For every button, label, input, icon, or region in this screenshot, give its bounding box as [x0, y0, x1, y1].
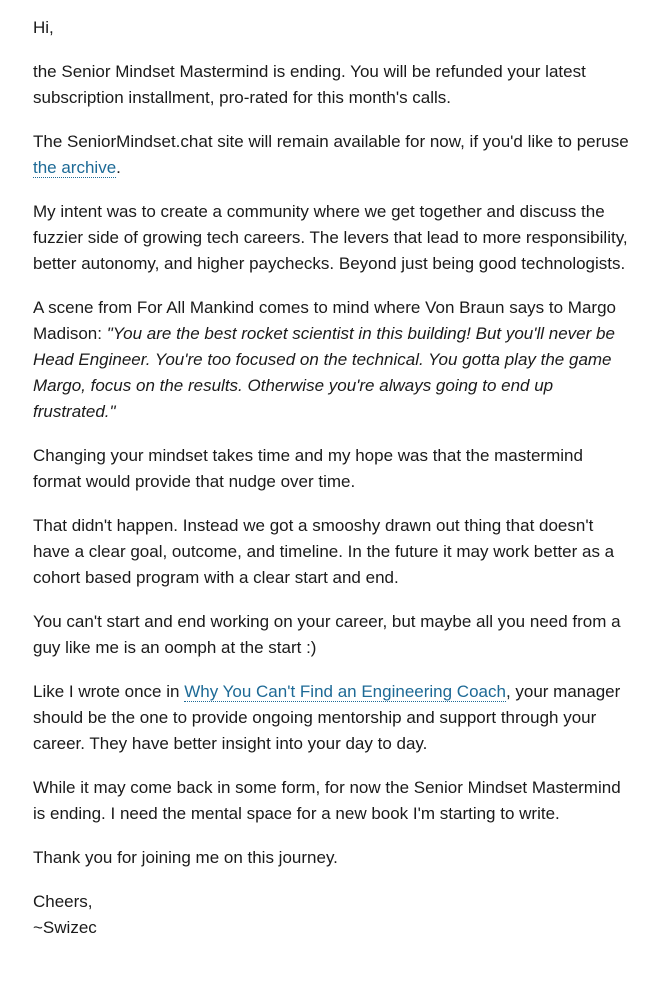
paragraph-refund-notice: the Senior Mindset Mastermind is ending. You will be refunded your latest subscription installment, pro-rated for this month's calls.: [33, 62, 586, 107]
closing: Cheers,: [33, 892, 93, 911]
paragraph-didnt-happen: That didn't happen. Instead we got a smooshy drawn out thing that doesn't have a clear goal, outcome, and timeline. In the future it may work better as a cohort based program with a clear start and end.: [33, 516, 615, 587]
greeting: Hi,: [33, 18, 54, 37]
paragraph-intent: My intent was to create a community where we get together and discuss the fuzzier side of growing tech careers. The levers that lead to more responsibility, better autonomy, and higher paychecks. Beyond just being good technologists.: [33, 202, 628, 273]
paragraph-coach: [33, 679, 633, 757]
paragraph-quote: [33, 295, 633, 425]
quote-intro: A scene from For All Mankind comes to mind where Von Braun says to Margo Madison:: [33, 298, 616, 343]
quote-text: "You are the best rocket scientist in this building! But you'll never be Head Engineer. You're too focused on the technical. You gotta play the game Margo, focus on the results. Otherwise you're always going to end up frustrated.": [33, 324, 615, 421]
paragraph-mindset: Changing your mindset takes time and my hope was that the mastermind format would provide that nudge over time.: [33, 446, 583, 491]
signature: ~Swizec: [33, 918, 97, 937]
engineering-coach-link[interactable]: Why You Can't Find an Engineering Coach: [184, 682, 506, 701]
coach-text-after: , your manager should be the one to provide ongoing mentorship and support through your career. They have better insight into your day to day.: [33, 682, 621, 753]
archive-text-after: .: [116, 158, 121, 177]
paragraph-ending: While it may come back in some form, for now the Senior Mindset Mastermind is ending. I need the mental space for a new book I'm starting to write.: [33, 778, 621, 823]
archive-text-before: The SeniorMindset.chat site will remain available for now, if you'd like to peruse: [33, 132, 629, 151]
paragraph-archive: [33, 129, 633, 181]
paragraph-oomph: You can't start and end working on your career, but maybe all you need from a guy like me is an oomph at the start :): [33, 612, 621, 657]
archive-link[interactable]: the archive: [33, 158, 117, 177]
coach-text-before: Like I wrote once in: [33, 682, 185, 701]
paragraph-thanks: Thank you for joining me on this journey.: [33, 848, 338, 867]
